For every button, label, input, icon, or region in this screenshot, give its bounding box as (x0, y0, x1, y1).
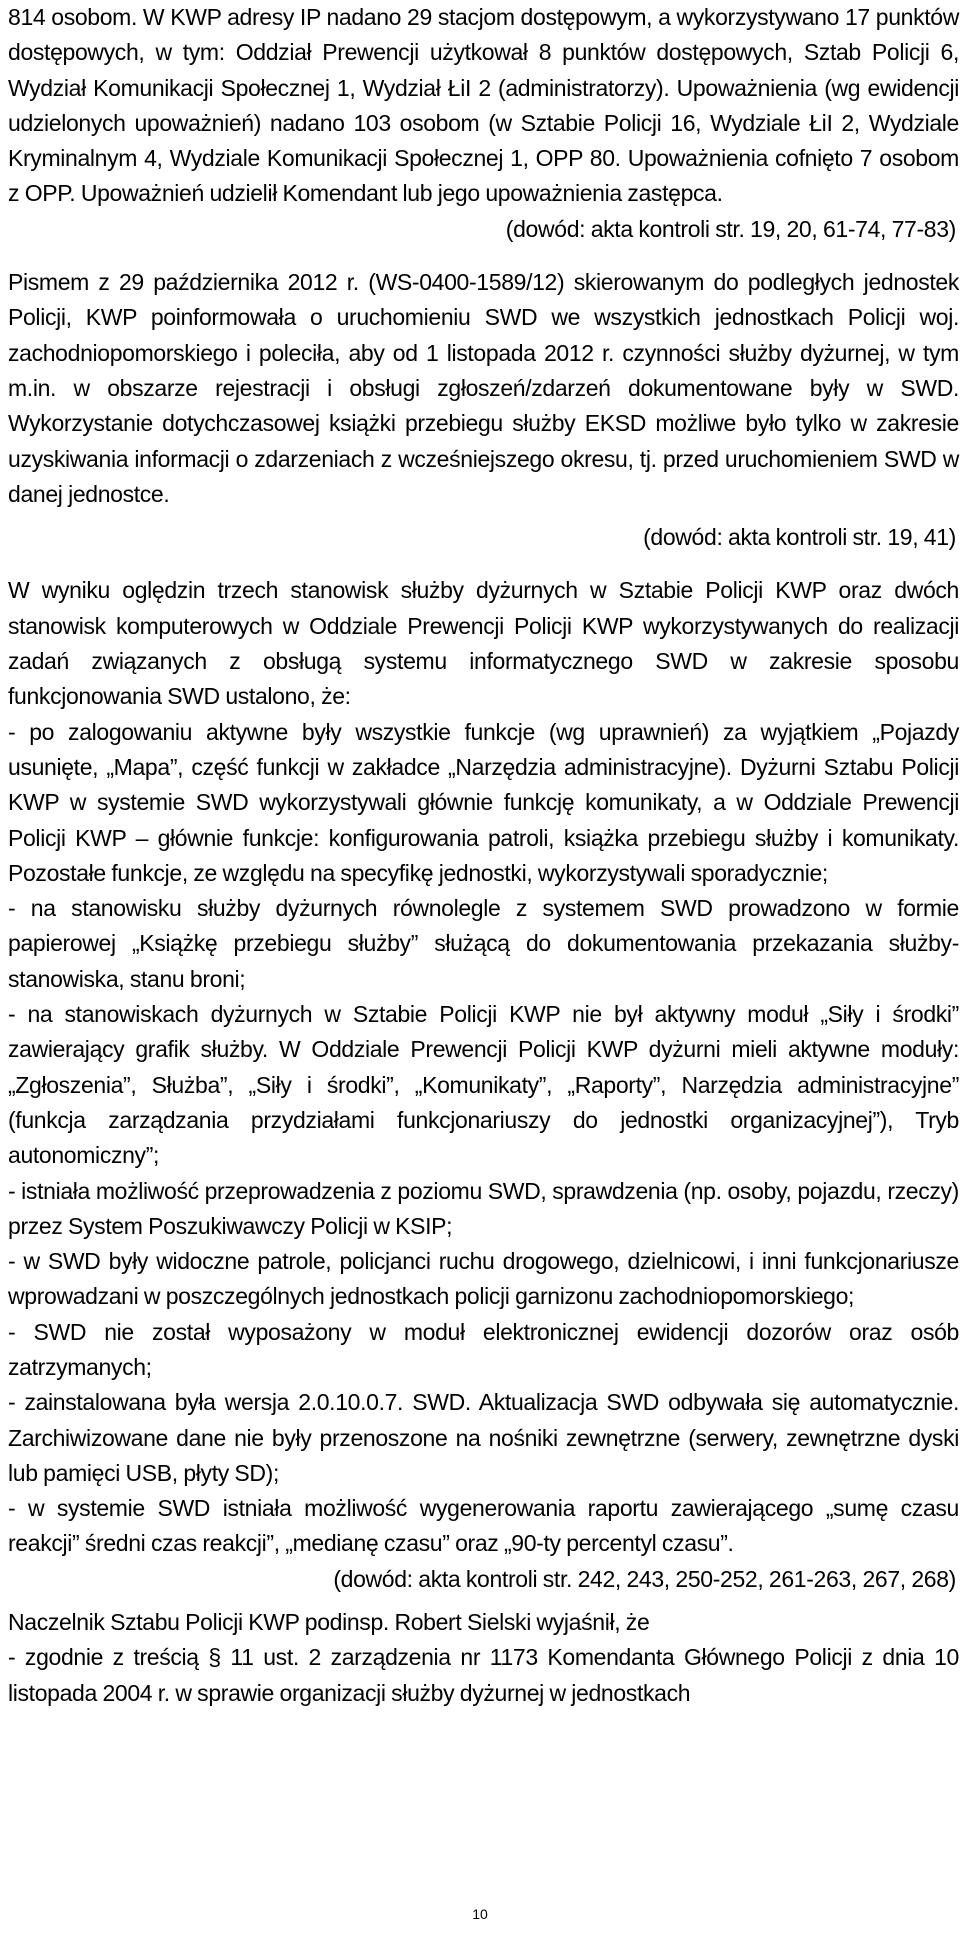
explanation-list-item: - zgodnie z treścią § 11 ust. 2 zarządzenia nr 1173 Komendanta Głównego Policji z dnia 10 listopada 2004 r. w sprawie organizacji służby dyżurnej w jednostkach (8, 1644, 959, 1706)
finding-list-item: - w systemie SWD istniała możliwość wygenerowania raportu zawierającego „sumę czasu reakcji” średni czas reakcji”, „medianę czasu” oraz „90-ty percentyl czasu”. (8, 1495, 959, 1557)
paragraph-explanation-intro: Naczelnik Sztabu Policji KWP podinsp. Robert Sielski wyjaśnił, że (8, 1609, 650, 1636)
evidence-citation: (dowód: akta kontroli str. 19, 41) (643, 524, 956, 551)
evidence-citation: (dowód: akta kontroli str. 19, 20, 61-74, 77-83) (505, 215, 956, 242)
page-number: 10 (472, 1906, 488, 1922)
paragraph-access-points: 814 osobom. W KWP adresy IP nadano 29 stacjom dostępowym, a wykorzystywano 17 punktów dostępowych, w tym: Oddział Prewencji użytkował 8 punktów dostępowych, Sztab Policji 6, Wydział Komunikacji Społecznej 1, Wydział ŁiI 2 (administratorzy). Upoważnienia (wg ewidencji udzielonych upoważnień) nadano 103 osobom (w Sztabie Policji 16, Wydziale ŁiI 2, Wydziale Kryminalnym 4, Wydziale Komunikacji Społecznej 1, OPP 80. Upoważnienia cofnięto 7 osobom z OPP. Upoważnień udzielił Komendant lub jego upoważnienia zastępca. (8, 4, 959, 207)
finding-list-item: - istniała możliwość przeprowadzenia z poziomu SWD, sprawdzenia (np. osoby, pojazdu, rzeczy) przez System Poszukiwawczy Policji w KSIP; (8, 1177, 959, 1239)
finding-list-item: - na stanowiskach dyżurnych w Sztabie Policji KWP nie był aktywny moduł „Siły i środki” zawierający grafik służby. W Oddziale Prewencji Policji KWP dyżurni mieli aktywne moduły: „Zgłoszenia”, Służba”, „Siły i środki”, „Komunikaty”, „Raporty”, Narzędzia administracyjne” (funkcja zarządzania przydziałami funkcjonariuszy do jednostki organizacyjnej”), Tryb autonomiczny”; (8, 1001, 959, 1169)
finding-list-item: - w SWD były widoczne patrole, policjanci ruchu drogowego, dzielnicowi, i inni funkcjonariusze wprowadzani w poszczególnych jednostkach policji garnizonu zachodniopomorskiego; (8, 1248, 959, 1310)
paragraph-letter-29-october: Pismem z 29 października 2012 r. (WS-0400-1589/12) skierowanym do podległych jednostek Policji, KWP poinformowała o uruchomieniu SWD we wszystkich jednostkach Policji woj. zachodniopomorskiego i poleciła, aby od 1 listopada 2012 r. czynności służby dyżurnej, w tym m.in. w obszarze rejestracji i obsługi zgłoszeń/zdarzeń dokumentowane były w SWD. Wykorzystanie dotychczasowej książki przebiegu służby EKSD możliwe było tylko w zakresie uzyskiwania informacji o zdarzeniach z wcześniejszego okresu, tj. przed uruchomieniem SWD w danej jednostce. (8, 269, 959, 507)
evidence-citation: (dowód: akta kontroli str. 242, 243, 250-252, 261-263, 267, 268) (333, 1565, 956, 1592)
finding-list-item: - zainstalowana była wersja 2.0.10.0.7. SWD. Aktualizacja SWD odbywała się automatycznie. Zarchiwizowane dane nie były przenoszone na nośniki zewnętrzne (serwery, zewnętrzne dyski lub pamięci USB, płyty SD); (8, 1389, 959, 1486)
document-body (8, 0, 959, 1711)
paragraph-inspection-findings: W wyniku oględzin trzech stanowisk służby dyżurnych w Sztabie Policji KWP oraz dwóch stanowisk komputerowych w Oddziale Prewencji Policji KWP wykorzystywanych do realizacji zadań związanych z obsługą systemu informatycznego SWD w zakresie sposobu funkcjonowania SWD ustalono, że: (8, 577, 959, 710)
finding-list-item: - SWD nie został wyposażony w moduł elektronicznej ewidencji dozorów oraz osób zatrzymanych; (8, 1318, 959, 1380)
finding-list-item: - po zalogowaniu aktywne były wszystkie funkcje (wg uprawnień) za wyjątkiem „Pojazdy usunięte, „Mapa”, część funkcji w zakładce „Narzędzia administracyjne). Dyżurni Sztabu Policji KWP w systemie SWD wykorzystywali głównie funkcję komunikaty, a w Oddziale Prewencji Policji KWP – głównie funkcje: konfigurowania patroli, książka przebiegu służby i komunikaty. Pozostałe funkcje, ze względu na specyfikę jednostki, wykorzystywali sporadycznie; (8, 718, 959, 886)
finding-list-item: - na stanowisku służby dyżurnych równolegle z systemem SWD prowadzono w formie papierowej „Książkę przebiegu służby” służącą do dokumentowania przekazania służby-stanowiska, stanu broni; (8, 895, 959, 992)
